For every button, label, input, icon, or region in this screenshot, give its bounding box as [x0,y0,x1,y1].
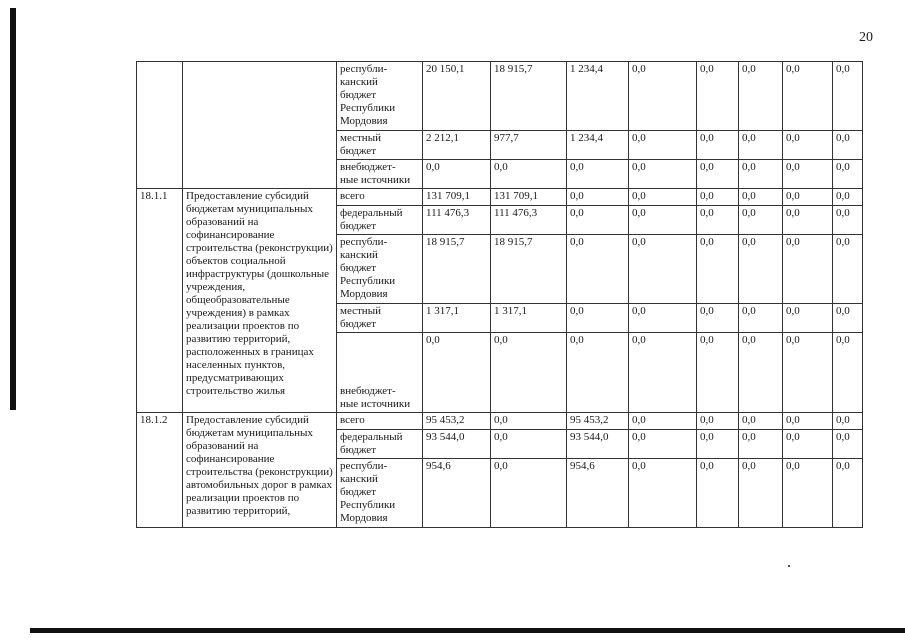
funding-source-cell [337,160,423,189]
value-cell: 0,0 [739,131,783,160]
value-cell: 0,0 [491,333,567,413]
value-cell: 0,0 [783,430,833,459]
value-cell: 0,0 [783,206,833,235]
value-cell: 0,0 [783,333,833,413]
value-cell: 1 317,1 [423,304,491,333]
item-code: 18.1.2 [137,413,183,528]
funding-source-cell [337,413,423,430]
value-cell: 93 544,0 [423,430,491,459]
funding-source-cell [337,304,423,333]
value-cell: 0,0 [491,413,567,430]
value-cell: 0,0 [567,333,629,413]
funding-source-cell [337,189,423,206]
value-cell: 0,0 [629,62,697,131]
value-cell: 0,0 [629,430,697,459]
table-row [137,189,863,206]
value-cell: 0,0 [567,206,629,235]
value-cell: 954,6 [423,459,491,528]
budget-table [136,61,863,528]
value-cell: 0,0 [783,62,833,131]
value-cell: 0,0 [697,62,739,131]
funding-source-label: республи- канский бюджет Республики Мордовия [340,460,396,524]
item-description: Предоставление субсидий бюджетам муниципальных образований на софинансирование строительства (реконструкции) автомобильных дорог в рамках реализации проектов по развитию территорий, [183,413,337,528]
value-cell: 0,0 [833,430,863,459]
value-cell: 0,0 [739,62,783,131]
funding-source-label: всего [340,190,365,202]
value-cell: 0,0 [567,160,629,189]
value-cell: 1 317,1 [491,304,567,333]
value-cell: 0,0 [739,459,783,528]
value-cell: 0,0 [739,160,783,189]
value-cell: 95 453,2 [423,413,491,430]
value-cell: 20 150,1 [423,62,491,131]
value-cell: 0,0 [833,304,863,333]
value-cell: 0,0 [697,160,739,189]
value-cell: 0,0 [697,413,739,430]
name-cell [183,62,337,189]
value-cell: 0,0 [567,189,629,206]
funding-source-label: республи- канский бюджет Республики Мордовия [340,236,396,300]
value-cell: 0,0 [697,430,739,459]
funding-source-cell [337,430,423,459]
funding-source-cell [337,459,423,528]
value-cell: 0,0 [491,160,567,189]
value-cell: 0,0 [697,333,739,413]
value-cell: 111 476,3 [423,206,491,235]
value-cell: 0,0 [491,459,567,528]
scan-speck [788,565,790,567]
table-row [137,413,863,430]
value-cell: 0,0 [739,235,783,304]
value-cell: 0,0 [629,333,697,413]
value-cell: 0,0 [783,304,833,333]
value-cell: 954,6 [567,459,629,528]
scan-left-edge [10,8,16,410]
value-cell: 131 709,1 [423,189,491,206]
value-cell: 0,0 [567,235,629,304]
value-cell: 0,0 [697,131,739,160]
funding-source-label: республи- канский бюджет Республики Мордовия [340,63,396,127]
value-cell: 111 476,3 [491,206,567,235]
value-cell: 0,0 [833,413,863,430]
funding-source-cell [337,206,423,235]
value-cell: 0,0 [783,189,833,206]
funding-source-cell [337,235,423,304]
value-cell: 0,0 [739,430,783,459]
value-cell: 0,0 [629,189,697,206]
value-cell: 0,0 [697,459,739,528]
value-cell: 0,0 [833,160,863,189]
value-cell: 0,0 [783,459,833,528]
funding-source-label: федеральный бюджет [340,207,403,232]
value-cell: 0,0 [697,189,739,206]
table-row [137,62,863,131]
value-cell: 18 915,7 [491,62,567,131]
value-cell: 0,0 [423,160,491,189]
funding-source-cell [337,62,423,131]
scan-bottom-edge [30,628,905,633]
value-cell: 0,0 [783,235,833,304]
value-cell: 0,0 [739,413,783,430]
value-cell: 0,0 [567,304,629,333]
value-cell: 0,0 [629,131,697,160]
value-cell: 0,0 [833,459,863,528]
value-cell: 0,0 [739,304,783,333]
value-cell: 0,0 [739,189,783,206]
value-cell: 131 709,1 [491,189,567,206]
value-cell: 0,0 [697,235,739,304]
value-cell: 95 453,2 [567,413,629,430]
value-cell: 0,0 [697,206,739,235]
value-cell: 0,0 [629,235,697,304]
value-cell: 0,0 [629,459,697,528]
value-cell: 0,0 [629,413,697,430]
value-cell: 977,7 [491,131,567,160]
code-cell [137,62,183,189]
page-number: 20 [859,30,873,45]
value-cell: 18 915,7 [423,235,491,304]
funding-source-label: местный бюджет [340,305,381,330]
value-cell: 0,0 [833,333,863,413]
value-cell: 0,0 [833,235,863,304]
funding-source-label: всего [340,414,365,426]
value-cell: 0,0 [833,62,863,131]
value-cell: 0,0 [629,160,697,189]
funding-source-cell [337,333,423,413]
funding-source-label: внебюджет- ные источники [340,161,411,186]
funding-source-label: внебюджет- ные источники [340,385,411,410]
value-cell: 0,0 [783,131,833,160]
value-cell: 0,0 [833,189,863,206]
value-cell: 93 544,0 [567,430,629,459]
value-cell: 0,0 [629,304,697,333]
value-cell: 2 212,1 [423,131,491,160]
value-cell: 0,0 [739,333,783,413]
value-cell: 1 234,4 [567,62,629,131]
value-cell: 0,0 [783,160,833,189]
value-cell: 0,0 [783,413,833,430]
value-cell: 0,0 [423,333,491,413]
funding-source-label: местный бюджет [340,132,381,157]
funding-source-label: федеральный бюджет [340,431,403,456]
value-cell: 18 915,7 [491,235,567,304]
value-cell: 0,0 [833,206,863,235]
value-cell: 0,0 [491,430,567,459]
value-cell: 0,0 [833,131,863,160]
value-cell: 1 234,4 [567,131,629,160]
item-code: 18.1.1 [137,189,183,413]
value-cell: 0,0 [739,206,783,235]
item-description: Предоставление субсидий бюджетам муниципальных образований на софинансирование строительства (реконструкции) объектов социальной инфраструктуры (дошкольные учреждения, общеобразовательные учреждения) в рамках реализации проектов по развитию территорий, расположенных в границах населенных пунктов, предусматривающих строительство жилья [183,189,337,413]
value-cell: 0,0 [697,304,739,333]
funding-source-cell [337,131,423,160]
value-cell: 0,0 [629,206,697,235]
